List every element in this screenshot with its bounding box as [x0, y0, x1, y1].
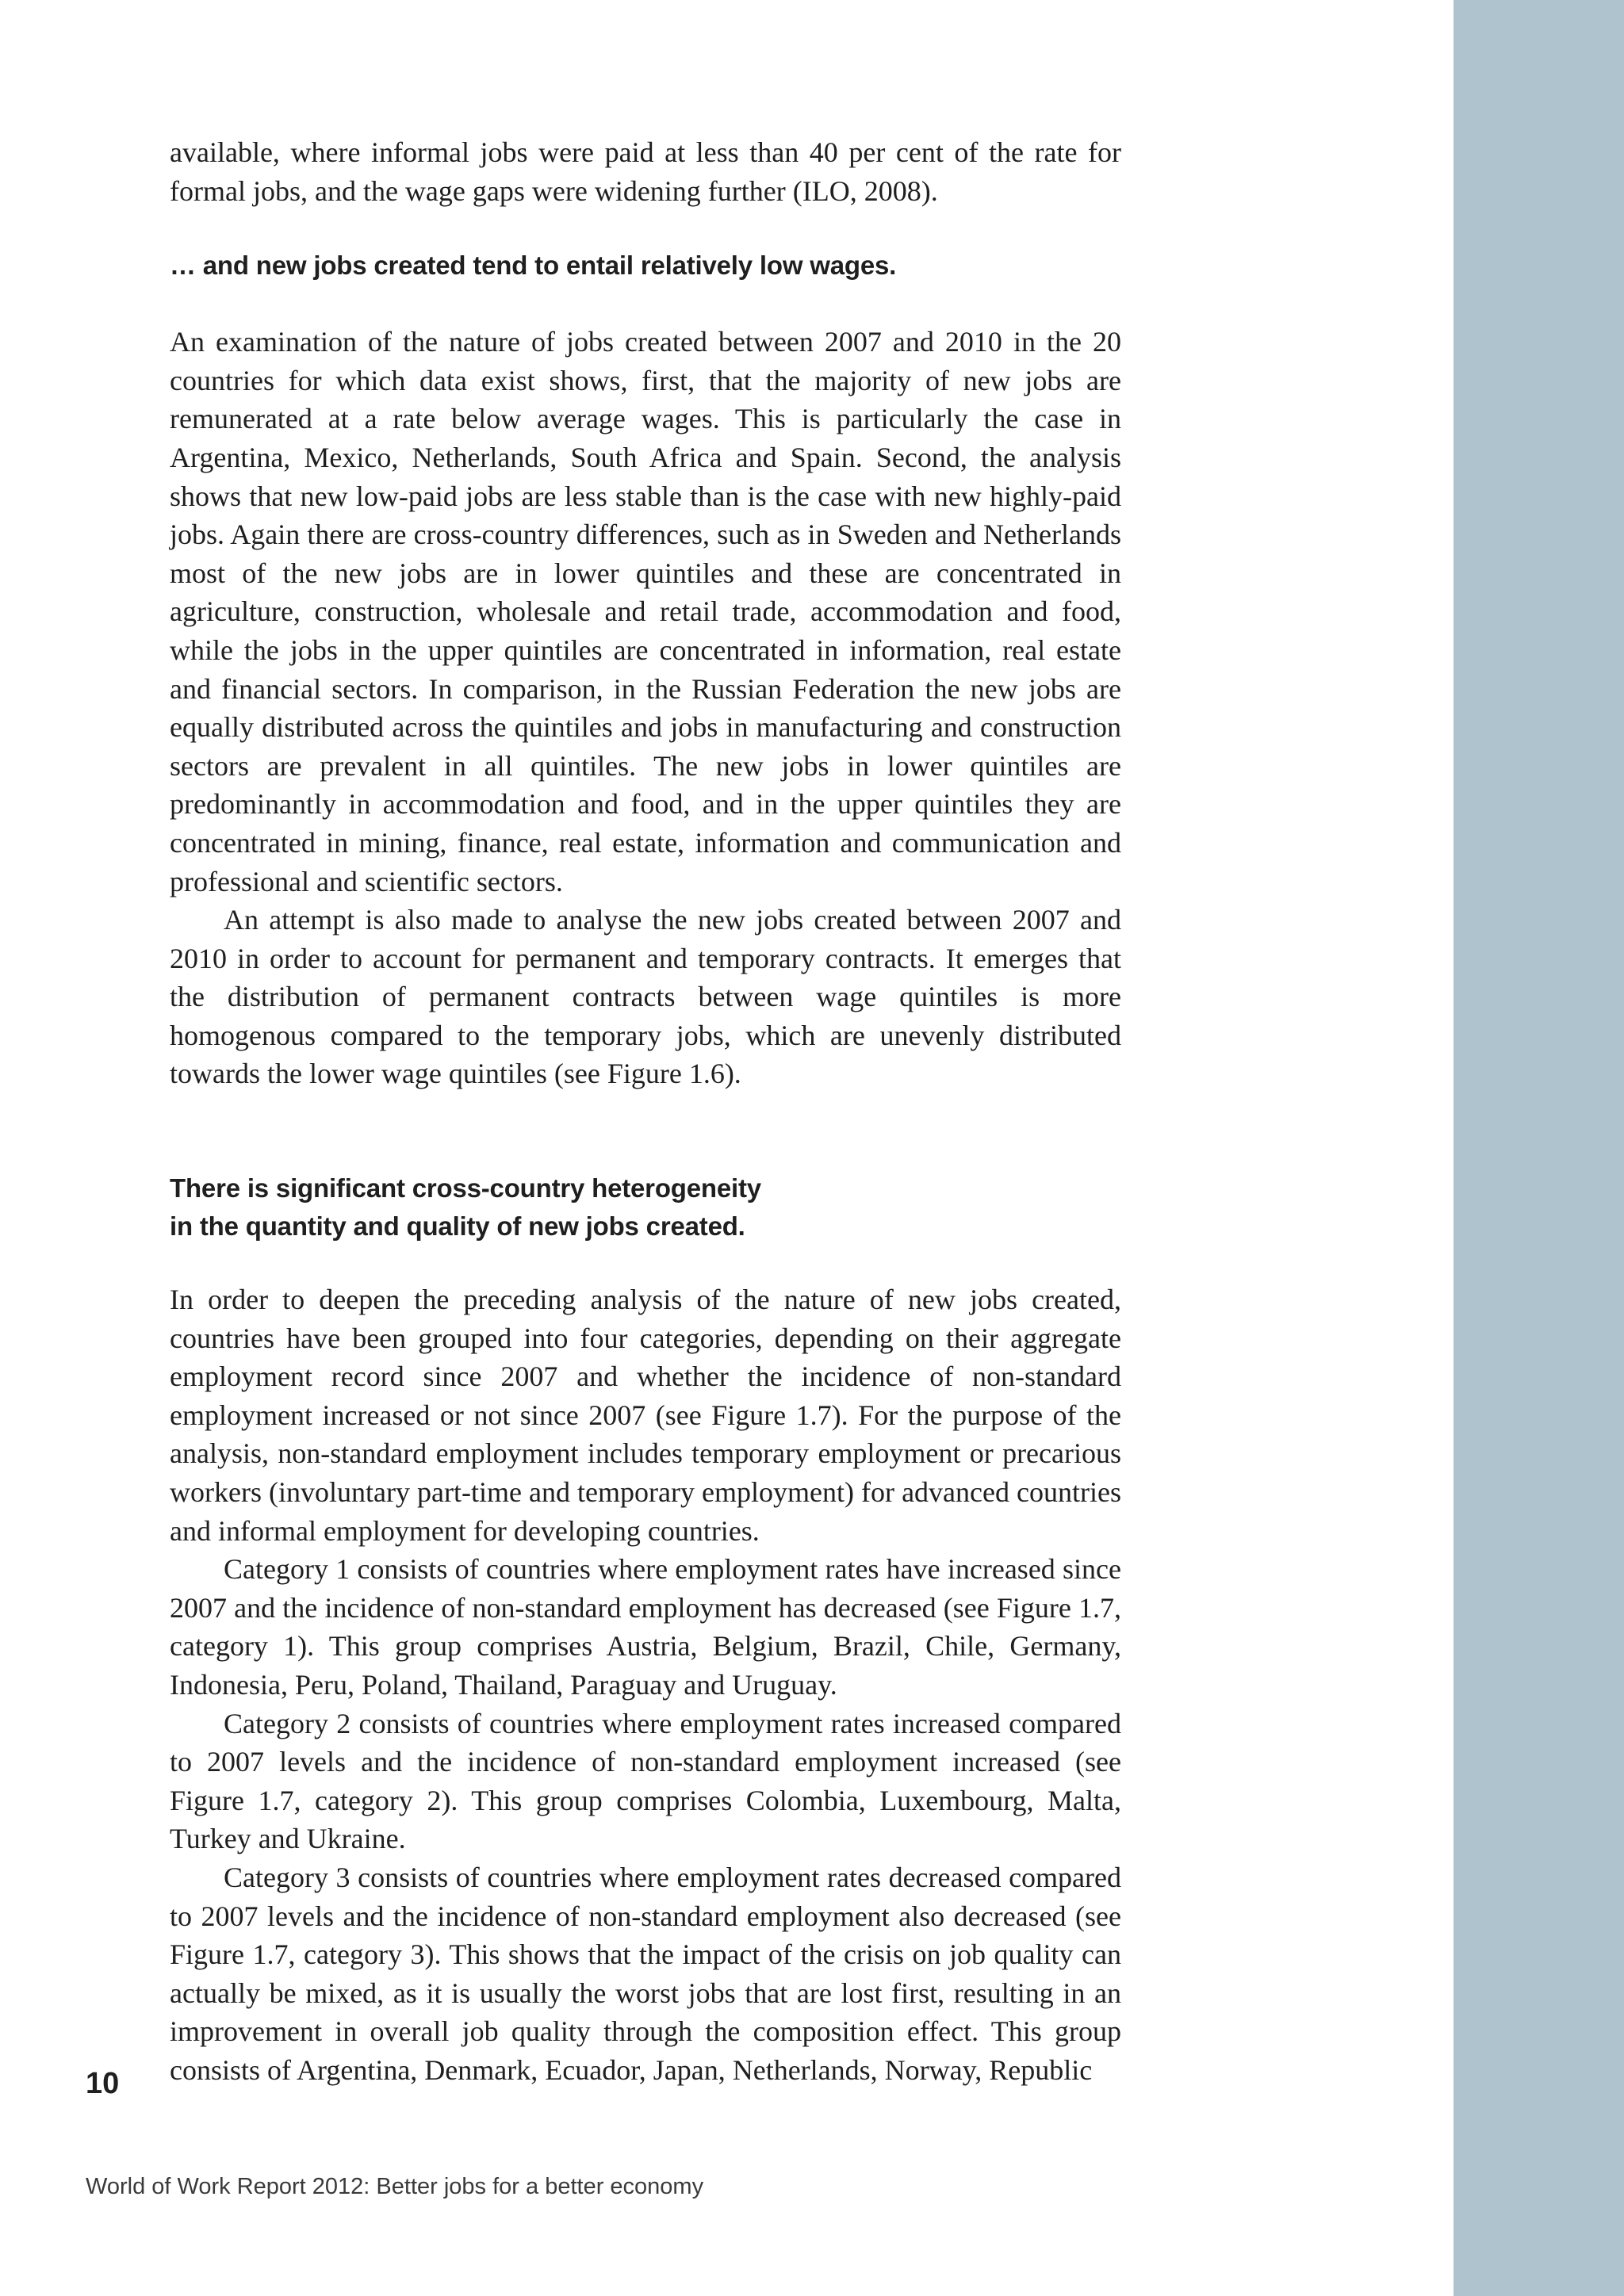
- section-heading-heterogeneity: [170, 1169, 1121, 1246]
- decorative-side-band: [1454, 0, 1624, 2296]
- paragraph-category-1: Category 1 consists of countries where employment rates have increased since 2007 and the incidence of non-standard employment has decreased (see Figure 1.7, category 1). This group comprises Austria, Belgium, Brazil, Chile, Germany, Indonesia, Peru, Poland, Thailand, Paraguay and Uruguay.: [170, 1553, 1121, 1701]
- paragraph-new-jobs-examination: An examination of the nature of jobs created between 2007 and 2010 in the 20 countries for which data exist shows, first, that the majority of new jobs are remunerated at a rate below average wages. This is particularly the case in Argentina, Mexico, Netherlands, South Africa and Spain. Second, the analysis shows that new low-paid jobs are less stable than is the case with new highly-paid jobs. Again there are cross-country differences, such as in Sweden and Netherlands most of the new jobs are in lower quintiles and these are concentrated in agriculture, construction, wholesale and retail trade, accommodation and food, while the jobs in the upper quintiles are concentrated in information, real estate and financial sectors. In comparison, in the Russian Federation the new jobs are equally distributed across the quintiles and jobs in manufacturing and construction sectors are prevalent in all quintiles. The new jobs in lower quintiles are predominantly in accommodation and food, and in the upper quintiles they are concentrated in mining, finance, real estate, information and communication and professional and scientific sectors.: [170, 326, 1121, 897]
- paragraph-category-3: Category 3 consists of countries where employment rates decreased compared to 2007 levels and the incidence of non-standard employment also decreased (see Figure 1.7, category 3). This shows that the impact of the crisis on job quality can actually be mixed, as it is usually the worst jobs that are lost first, resulting in an improvement in overall job quality through the composition effect. This group consists of Argentina, Denmark, Ecuador, Japan, Netherlands, Norway, Republic: [170, 1861, 1121, 2086]
- paragraph-category-2: Category 2 consists of countries where employment rates increased compared to 2007 levels and the incidence of non-standard employment increased (see Figure 1.7, category 2). This group comprises Colombia, Luxembourg, Malta, Turkey and Ukraine.: [170, 1707, 1121, 1855]
- section-heading-heterogeneity-line-1: There is significant cross-country heterogeneity: [170, 1173, 761, 1203]
- running-footer: World of Work Report 2012: Better jobs for a better economy: [86, 2174, 704, 2199]
- body-text: [170, 133, 1121, 2090]
- intro-continuation-paragraph: available, where informal jobs were paid at less than 40 per cent of the rate for formal jobs, and the wage gaps were widening further (ILO, 2008).: [170, 136, 1121, 207]
- page-number: 10: [86, 2067, 120, 2100]
- section-heading-heterogeneity-line-2: in the quantity and quality of new jobs created.: [170, 1211, 745, 1242]
- paragraph-four-categories: In order to deepen the preceding analysis of the nature of new jobs created, countries have been grouped into four categories, depending on their aggregate employment record since 2007 and whether the incidence of non-standard employment increased or not since 2007 (see Figure 1.7). For the purpose of the analysis, non-standard employment includes temporary employment or precarious workers (involuntary part-time and temporary employment) for advanced countries and informal employment for developing countries.: [170, 1284, 1121, 1547]
- section-heading-low-wages: … and new jobs created tend to entail relatively low wages.: [170, 251, 897, 281]
- paragraph-permanent-temporary-contracts: An attempt is also made to analyse the new jobs created between 2007 and 2010 in order to account for permanent and temporary contracts. It emerges that the distribution of permanent contracts between wage quintiles is more homogenous compared to the temporary jobs, which are unevenly distributed towards the lower wage quintiles (see Figure 1.6).: [170, 904, 1121, 1090]
